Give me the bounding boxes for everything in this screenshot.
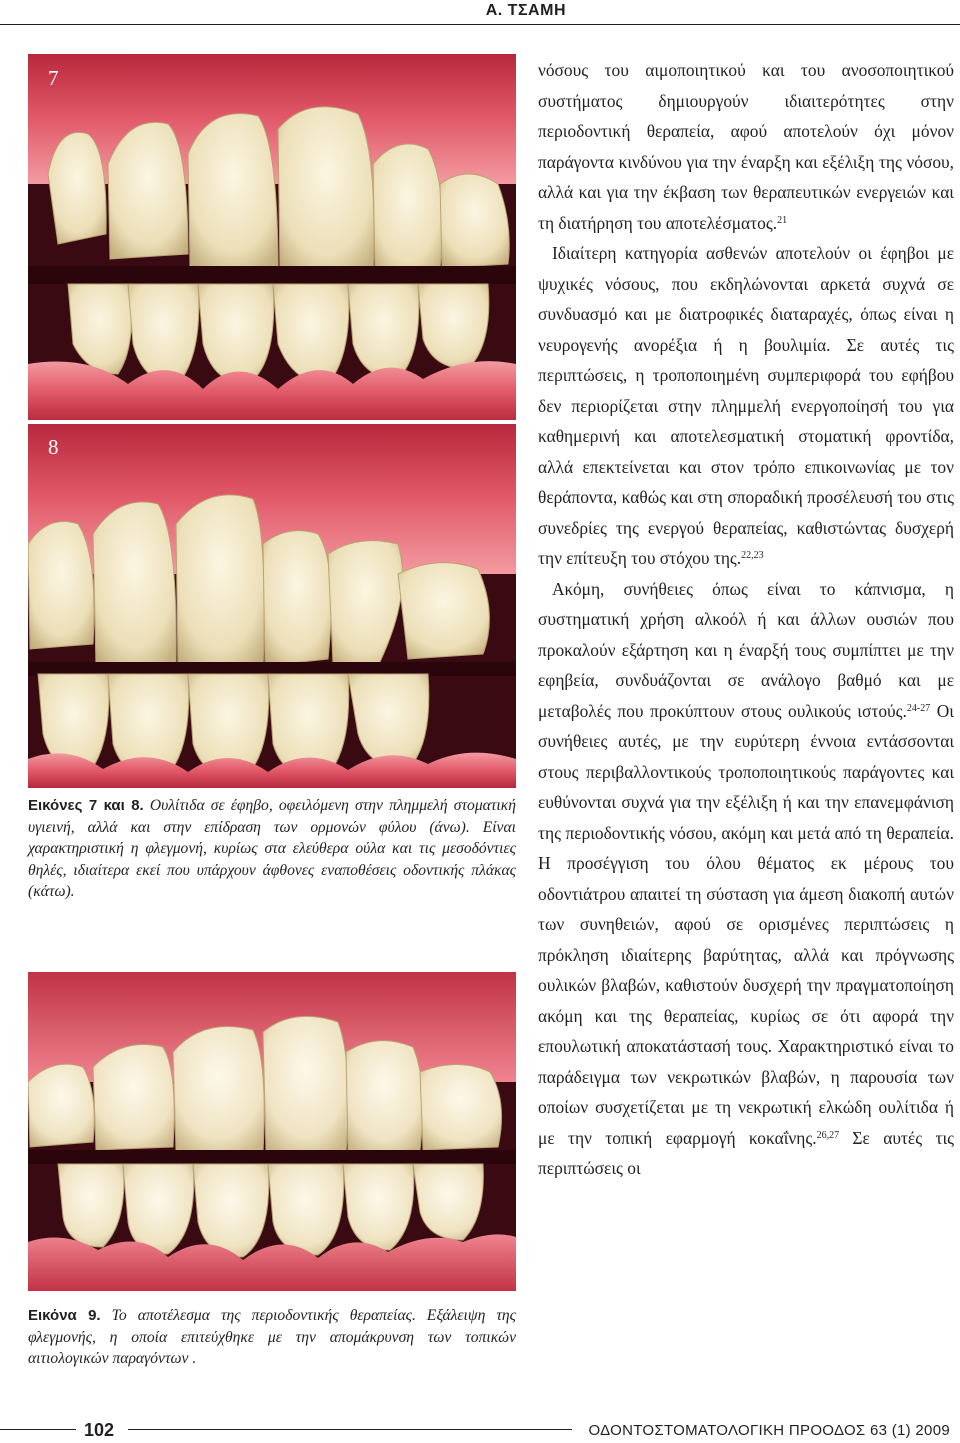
header-rule	[0, 24, 960, 25]
footer-rule-left	[0, 1429, 76, 1430]
journal-title: ΟΔΟΝΤΟΣΤΟΜΑΤΟΛΟΓΙΚΗ ΠΡΟΟΔΟΣ 63 (1) 2009	[588, 1422, 950, 1439]
paragraph-text: Οι συνήθειες αυτές, με την ευρύτερη έννοια εντάσσονται στους περιβαλλοντικούς τροποποιητικούς παράγοντες και ευθύνονται συχνά για την εξέλιξη ή και την επανεμφάνιση της περιοδοντικής νόσου, ακόμη και μετά από τη θεραπεία. Η προσέγγιση του όλου θέματος εκ μέρους του οδοντιάτρου απαιτεί τη σύσταση για άμεση διακοπή αυτών των συνηθειών, αφού σε ορισμένες περιπτώσεις η πρόκληση ιδιαίτερης βαρύτητας, αλλά και πρόγνωσης ουλικών βλαβών, καθιστούν δυσχερή την πραγματοποίηση ακόμη και της θεραπείας, κυρίως σε ότι αφορά την επουλωτική αποκατάστασή τους. Χαρακτηριστικό είναι το παράδειγμα των νεκρωτικών βλαβών, η παρουσία των οποίων συσχετίζεται με τη νεκρωτική ελκώδη ουλίτιδα ή με την τοπική εφαρμογή κοκαΐνης.	[538, 700, 954, 1148]
reference-superscript: 24-27	[906, 702, 931, 714]
paragraph-text: Ιδιαίτερη κατηγορία ασθενών αποτελούν οι έφηβοι με ψυχικές νόσους, που εκδηλώνονται αρκετά συχνά σε συνδυασμό και με διατροφικές διαταραχές, όπως είναι η νευρογενής ανορέξια ή η βουλιμία. Σε αυτές τις περιπτώσεις, η τροποποιημένη συμπεριφορά του εφήβου δεν περιορίζεται στην πλημμελή ενεργοποίησή του για καθημερινή και αποτελεσματική στοματική φροντίδα, αλλά επεκτείνεται και στον τρόπο επικοινωνίας με τον θεράποντα, καθώς και στη σποραδική προσέλευσή του στις συνεδρίες της ενεργού θεραπείας, καθιστώντας δυσχερή την επίτευξη του στόχου της.	[538, 243, 954, 568]
caption-text: Ουλίτιδα σε έφηβο, οφειλόμενη στην πλημμελή στοματική υγιεινή, αλλά και στην επίδραση των ορμονών φύλου (άνω). Είναι χαρακτηριστική η φλεγμονή, κυρίως στα ελεύθερα ούλα και τις μεσοδόντιες θηλές, ιδιαίτερα εκεί που υπάρχουν άφθονες εναποθέσεις οδοντικής πλάκας (κάτω).	[28, 797, 516, 900]
reference-superscript: 26,27	[816, 1129, 840, 1141]
running-head-author: Α. ΤΣΑΜΗ	[485, 2, 566, 19]
paragraph-text: Σε αυτές τις περιπτώσεις οι	[538, 1127, 955, 1178]
paragraph-text: Ακόμη, συνήθειες όπως είναι το κάπνισμα, η συστηματική χρήση αλκοόλ ή και άλλων ουσιών που προκαλούν εξάρτηση και η έναρξή τους συμπίπτει με την εφηβεία, συνδυάζονται σε ανάλογο βαθμό και με μεταβολές που προκύπτουν στους ουλικούς ιστούς.	[538, 578, 954, 721]
caption-label: Εικόνα 9.	[28, 1307, 101, 1324]
reference-superscript: 21	[777, 214, 788, 226]
figure-number-7: 7	[48, 66, 59, 90]
caption-text: Το αποτέλεσμα της περιοδοντικής θεραπείας. Εξάλειψη της φλεγμονής, η οποία επιτεύχθηκε με την απομάκρυνση των τοπικών αιτιολογικών παραγόντων .	[28, 1307, 516, 1367]
caption-figure-9	[28, 1305, 516, 1370]
body-text-column	[538, 55, 954, 1184]
page-number: 102	[84, 1420, 115, 1440]
paragraph-3	[538, 574, 954, 1184]
figure-number-8: 8	[48, 435, 59, 459]
teeth-photo-illustration	[28, 54, 516, 788]
reference-superscript: 22,23	[741, 550, 764, 561]
paragraph-1	[538, 55, 954, 238]
figure-9-photo	[28, 972, 516, 1291]
paragraph-text: νόσους του αιμοποιητικού και του ανοσοποιητικού συστήματος δημιουργούν ιδιαιτερότητες στην περιοδοντική θεραπεία, αφού αποτελούν όχι μόνον παράγοντα κινδύνου για την έναρξη και εξέλιξη της νόσου, αλλά και για την έκβαση των θεραπευτικών ενεργειών και τη διατήρηση του αποτελέσματος.	[538, 60, 954, 233]
teeth-after-treatment-illustration	[28, 972, 516, 1291]
caption-figures-7-8	[28, 795, 516, 903]
footer-rule-middle	[128, 1429, 572, 1430]
paragraph-2	[538, 238, 954, 574]
caption-label: Εικόνες 7 και 8.	[28, 797, 144, 814]
figure-7-8-photo	[28, 54, 516, 788]
